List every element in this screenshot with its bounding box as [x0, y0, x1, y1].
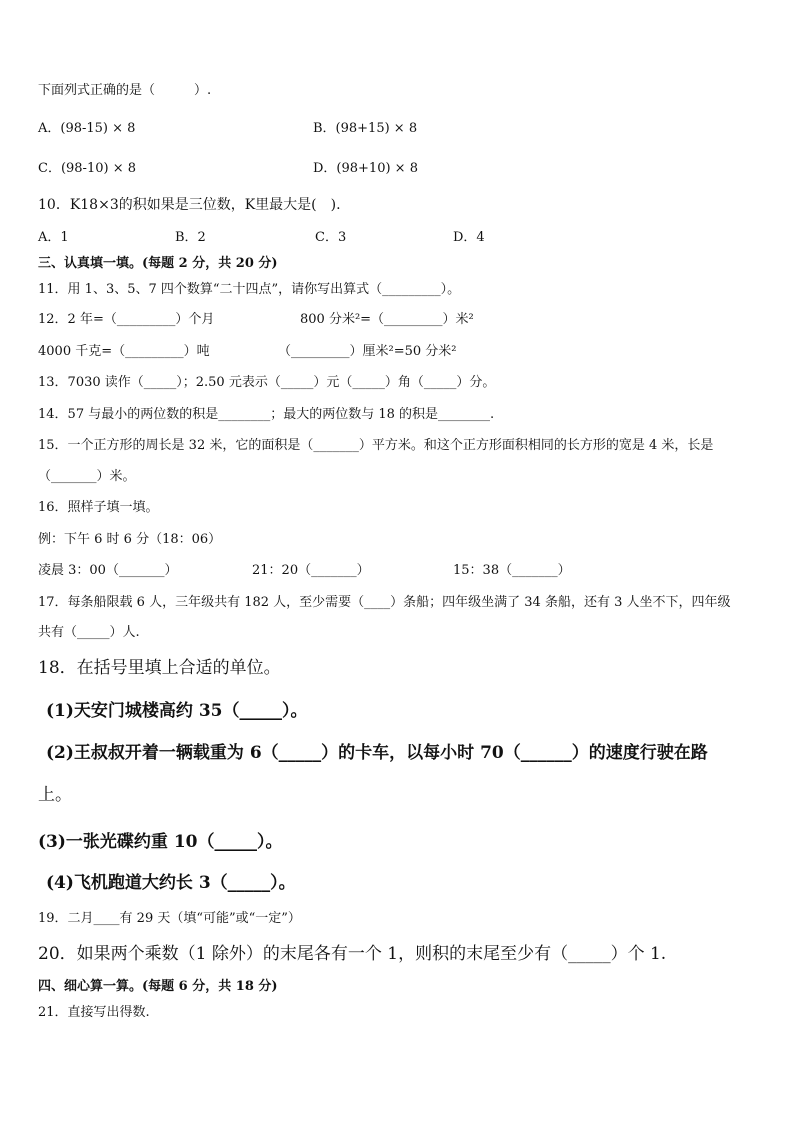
q16-stem: 16．照样子填一填。 [38, 500, 159, 515]
q12-part4: （_________）厘米²=50 分米² [278, 344, 457, 359]
q13: 13．7030 读作（_____）；2.50 元表示（_____）元（_____）角（_____）分。 [38, 375, 496, 390]
q20: 20．如果两个乘数（1 除外）的末尾各有一个 1，则积的末尾至少有（_____）个 1. [38, 944, 667, 964]
q15-line2: （_______）米。 [38, 469, 136, 484]
q11: 11．用 1、3、5、7 四个数算“二十四点”，请你写出算式（_________）。 [38, 282, 461, 297]
q10-option-c: C．3 [315, 230, 347, 245]
q16-part2: 21：20（_______） [252, 563, 370, 578]
q10-option-d: D．4 [453, 230, 485, 245]
q9-option-b: B．(98+15) × 8 [313, 121, 418, 136]
q9-stem: 下面列式正确的是（ ）. [38, 83, 212, 98]
q16-part1: 凌晨 3：00（_______） [38, 563, 178, 578]
q12-part3: 4000 千克=（_________）吨 [38, 344, 210, 359]
q9-option-d: D．(98+10) × 8 [313, 161, 418, 176]
q18-item2-line2: 上。 [38, 785, 72, 805]
q12-part2: 800 分米²=（_________）米² [300, 312, 474, 327]
q16-part3: 15：38（_______） [453, 563, 571, 578]
q17-line2: 共有（_____）人. [38, 625, 140, 640]
q18-item2-line1: (2)王叔叔开着一辆载重为 6（_____）的卡车，以每小时 70（______）的速度行驶在路 [46, 743, 708, 763]
q19: 19．二月____有 29 天（填“可能”或“一定”） [38, 911, 301, 926]
q18-item4: (4)飞机跑道大约长 3（_____）。 [46, 873, 296, 893]
section-3-heading: 三、认真填一填。(每题 2 分，共 20 分) [38, 256, 278, 271]
section-4-heading: 四、细心算一算。(每题 6 分，共 18 分) [38, 979, 278, 994]
q9-option-c: C．(98-10) × 8 [38, 161, 136, 176]
q17-line1: 17．每条船限载 6 人，三年级共有 182 人，至少需要（____）条船；四年级坐满了 34 条船，还有 3 人坐不下，四年级 [38, 595, 731, 610]
q15-line1: 15．一个正方形的周长是 32 米，它的面积是（_______）平方米。和这个正方形面积相同的长方形的宽是 4 米，长是 [38, 438, 714, 453]
q18-stem: 18．在括号里填上合适的单位。 [38, 658, 281, 678]
q16-example: 例：下午 6 时 6 分（18：06） [38, 532, 222, 547]
q10-option-b: B．2 [175, 230, 206, 245]
q10-option-a: A．1 [38, 230, 69, 245]
q9-option-a: A．(98-15) × 8 [38, 121, 136, 136]
q18-item3: (3)一张光碟约重 10（_____）。 [38, 832, 283, 852]
q21: 21．直接写出得数. [38, 1005, 150, 1020]
q12-part1: 12．2 年=（_________）个月 [38, 312, 215, 327]
q18-item1: (1)天安门城楼高约 35（_____）。 [46, 701, 308, 721]
q10-stem: 10．K18×3的积如果是三位数，K里最大是( ). [38, 197, 341, 213]
q14: 14．57 与最小的两位数的积是________；最大的两位数与 18 的积是________. [38, 407, 495, 422]
